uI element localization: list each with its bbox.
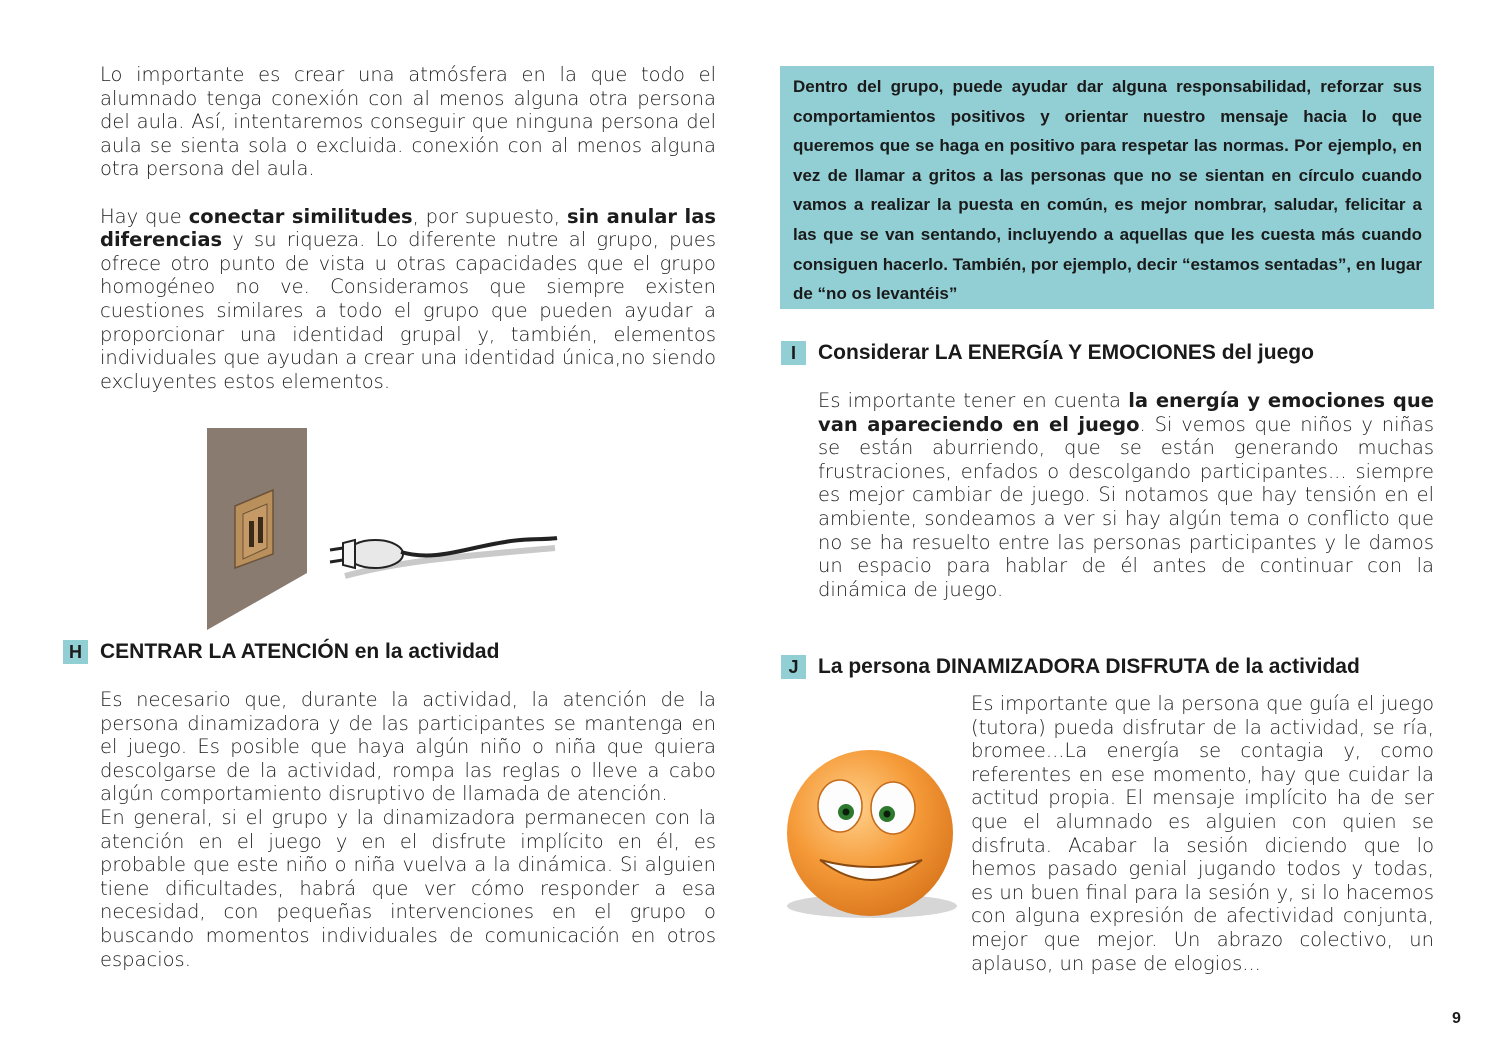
smiley-face-icon — [780, 748, 960, 923]
paragraph-atmosfera: Lo importante es crear una atmósfera en la que todo el alumnado tenga conexión con al menos alguna otra persona del aula. Así, intentaremos conseguir que ninguna persona del aula se sienta sola o excluida. conexión con al menos alguna otra persona del aula. — [100, 63, 716, 181]
section-letter-badge: J — [781, 655, 806, 679]
section-title: Considerar LA ENERGÍA Y EMOCIONES del juego — [818, 341, 1314, 364]
paragraph-general: En general, si el grupo y la dinamizadora permanecen con la atención en el juego y en el disfrute implícito en él, es probable que este niño o niña vuelva a la dinámica. Si alguien tiene dificultades, habrá que ver cómo responder a esa necesidad, con pequeñas intervenciones en el grupo o buscando momentos individuales de comunicación en otros espacios. — [100, 805, 716, 971]
paragraph-energia: Es importante tener en cuenta la energía y emociones que van apareciendo en el juego. Si vemos que niños y niñas se están aburriendo, que se están generando muchas frustraciones, enfados o descolgando participantes... siempre es mejor cambiar de juego. Si notamos que hay tensión en el ambiente, sondeamos a ver si hay algún tema o conflicto que no se ha resuelto entre las personas participantes y le damos un espacio para hablar de él antes de continuar con la dinámica de juego. — [818, 389, 1434, 601]
section-letter-badge: I — [781, 341, 806, 365]
section-title: La persona DINAMIZADORA DISFRUTA de la actividad — [818, 655, 1360, 678]
highlight-text: Dentro del grupo, puede ayudar dar alguna responsabilidad, reforzar sus comportamientos positivos y orientar nuestro mensaje hacia lo que queremos que se haga en positivo para respetar las normas. Por ejemplo, en vez de llamar a gritos a las personas que no se sientan en círculo cuando vamos a realizar la puesta en común, es mejor nombrar, saludar, felicitar a las que se van sentando, incluyendo a aquellas que les cuesta más cuando consiguen hacerlo. También, por ejemplo, decir “estamos sentadas”, en lugar de “no os levantéis” — [793, 77, 1422, 304]
heading-section-h — [63, 640, 499, 664]
plug-socket-illustration — [205, 428, 565, 633]
section-j-body — [971, 692, 1434, 975]
heading-section-i — [781, 341, 1314, 365]
page-number: 9 — [1452, 1010, 1461, 1027]
paragraph-disfruta: Es importante que la persona que guía el juego (tutora) pueda disfrutar de la actividad, se ría, bromee...La energía se contagia y, como referentes en ese momento, hay que cuidar la actitud propia. El mensaje implícito ha de ser que el alumnado es alguien con quien se disfruta. Acabar la sesión diciendo que lo hemos pasado genial jugando todos y todas, es un buen final para la sesión y, si lo hacemos con alguna expresión de afectividad conjunta, mejor que mejor. Un abrazo colectivo, un aplauso, un pase de elogios... — [971, 692, 1434, 975]
section-title: CENTRAR LA ATENCIÓN en la actividad — [100, 640, 500, 663]
section-h-body — [100, 688, 716, 971]
heading-section-j — [781, 655, 1360, 679]
paragraph-atencion: Es necesario que, durante la actividad, la atención de la persona dinamizadora y de las participantes se mantenga en el juego. Es posible que haya algún niño o niña que quiera descolgarse de la actividad, rompa las reglas o lleve a cabo algún comportamiento disruptivo de llamada de atención. — [100, 688, 716, 806]
paragraph-similitudes: Hay que conectar similitudes, por supuesto, sin anular las diferencias y su riqueza. Lo diferente nutre al grupo, pues ofrece otro punto de vista u otras capacidades que el grupo homogéneo no ve. Consideramos que siempre existen cuestiones similares a todo el grupo que pueden ayudar a proporcionar una identidad grupal y, también, elementos individuales que ayudan a crear una identidad única,no siendo excluyentes estos elementos. — [100, 204, 716, 393]
section-letter-badge: H — [63, 640, 88, 664]
highlight-box — [780, 66, 1434, 309]
section-i-body — [818, 389, 1434, 601]
left-column — [100, 63, 716, 393]
